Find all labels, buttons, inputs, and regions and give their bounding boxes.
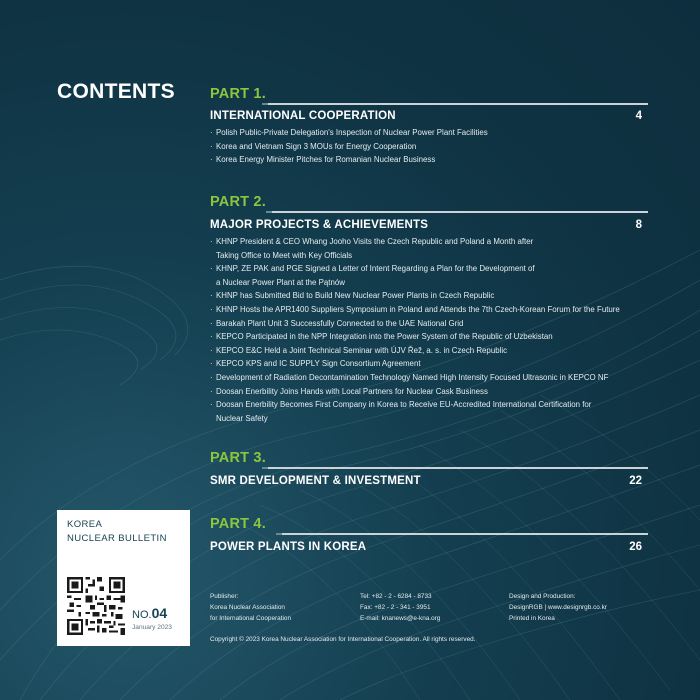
contact-fax: Fax: +82 - 2 - 341 - 3951 [360,604,431,611]
publisher-name: Korea Nuclear Association [210,604,285,611]
part-4-divider [282,533,648,535]
part-1-label: PART 1. [210,86,266,102]
bulletin-badge [57,510,190,646]
list-item[interactable]: · KHNP has Submitted Bid to Build New Nuclear Power Plants in Czech Republic [210,289,648,303]
list-item[interactable]: · KEPCO KPS and IC SUPPLY Sign Consortium Agreement [210,357,648,371]
part-3-label: PART 3. [210,450,266,466]
list-item[interactable]: · KHNP, ZE PAK and PGE Signed a Letter of Intent Regarding a Plan for the Development of [210,262,648,276]
part-4-page-number[interactable]: 26 [629,541,642,553]
list-item[interactable]: · Korea Energy Minister Pitches for Romanian Nuclear Business [210,153,648,167]
list-item[interactable]: · KHNP President & CEO Whang Jooho Visits the Czech Republic and Poland a Month after [210,235,648,249]
list-item[interactable]: · Barakah Plant Unit 3 Successfully Connected to the UAE National Grid [210,317,648,331]
part-2-divider [272,211,648,213]
copyright-text: Copyright © 2023 Korea Nuclear Association for International Cooperation. All rights reserved. [210,636,476,643]
contact-email[interactable]: E-mail: knanews@e-kna.org [360,615,441,622]
part-2-label: PART 2. [210,194,266,210]
part-1-divider [268,103,648,105]
part-2-page-number[interactable]: 8 [635,219,642,231]
part-3-section [210,450,648,487]
issue-number [132,605,167,623]
printed-in: Printed in Korea [509,615,555,622]
list-item-continuation[interactable]: Nuclear Safety [216,413,268,423]
issue-date: January 2023 [132,624,172,631]
badge-title-line2: NUCLEAR BULLETIN [67,533,167,544]
part-3-divider [268,467,648,469]
list-item-continuation[interactable]: Taking Office to Meet with Key Officials [216,250,353,260]
part-4-section [210,516,648,553]
part-1-title[interactable]: INTERNATIONAL COOPERATION [210,110,396,122]
contents-title: CONTENTS [57,80,175,103]
list-item[interactable]: · Doosan Enerbility Becomes First Company in Korea to Receive EU-Accredited International Certification for [210,398,648,412]
part-1-article-list [210,126,648,167]
list-item-continuation[interactable]: a Nuclear Power Plant at the Pątnów [216,277,345,287]
design-label: Design and Production: [509,593,576,600]
publisher-label: Publisher: [210,593,239,600]
issue-number-label: NO. [132,609,152,621]
part-3-title[interactable]: SMR DEVELOPMENT & INVESTMENT [210,475,421,487]
footer-publisher [210,591,291,624]
list-item[interactable]: · Development of Radiation Decontamination Technology Named High Intensity Focused Ultrasonic in KEPCO NF [210,371,648,385]
issue-number-value: 04 [151,605,168,621]
part-3-page-number[interactable]: 22 [629,475,642,487]
part-2-title[interactable]: MAJOR PROJECTS & ACHIEVEMENTS [210,219,429,231]
part-1-section [210,86,648,167]
qr-code-icon[interactable] [67,577,125,635]
list-item[interactable]: · Polish Public-Private Delegation's Inspection of Nuclear Power Plant Facilities [210,126,648,140]
list-item[interactable]: · KEPCO E&C Held a Joint Technical Seminar with ÚJV Řež, a. s. in Czech Republic [210,344,648,358]
contact-tel: Tel: +82 - 2 - 6284 - 8733 [360,593,432,600]
part-4-title[interactable]: POWER PLANTS IN KOREA [210,541,367,553]
list-item[interactable]: · Korea and Vietnam Sign 3 MOUs for Energy Cooperation [210,140,648,154]
list-item[interactable]: · KHNP Hosts the APR1400 Suppliers Symposium in Poland and Attends the 7th Czech-Korean Forum for the Future [210,303,648,317]
footer-design [509,591,607,624]
design-website[interactable]: DesignRGB | www.designrgb.co.kr [509,604,607,611]
part-1-page-number[interactable]: 4 [635,110,642,122]
publisher-name-cont: for International Cooperation [210,615,292,622]
part-2-section [210,194,648,425]
footer-contact [360,591,440,624]
list-item[interactable]: · Doosan Enerbility Joins Hands with Local Partners for Nuclear Cask Business [210,385,648,399]
part-4-label: PART 4. [210,516,266,532]
list-item[interactable]: · KEPCO Participated in the NPP Integration into the Power System of the Republic of Uzbekistan [210,330,648,344]
badge-title-line1: KOREA [67,519,103,530]
part-2-article-list [210,235,648,425]
